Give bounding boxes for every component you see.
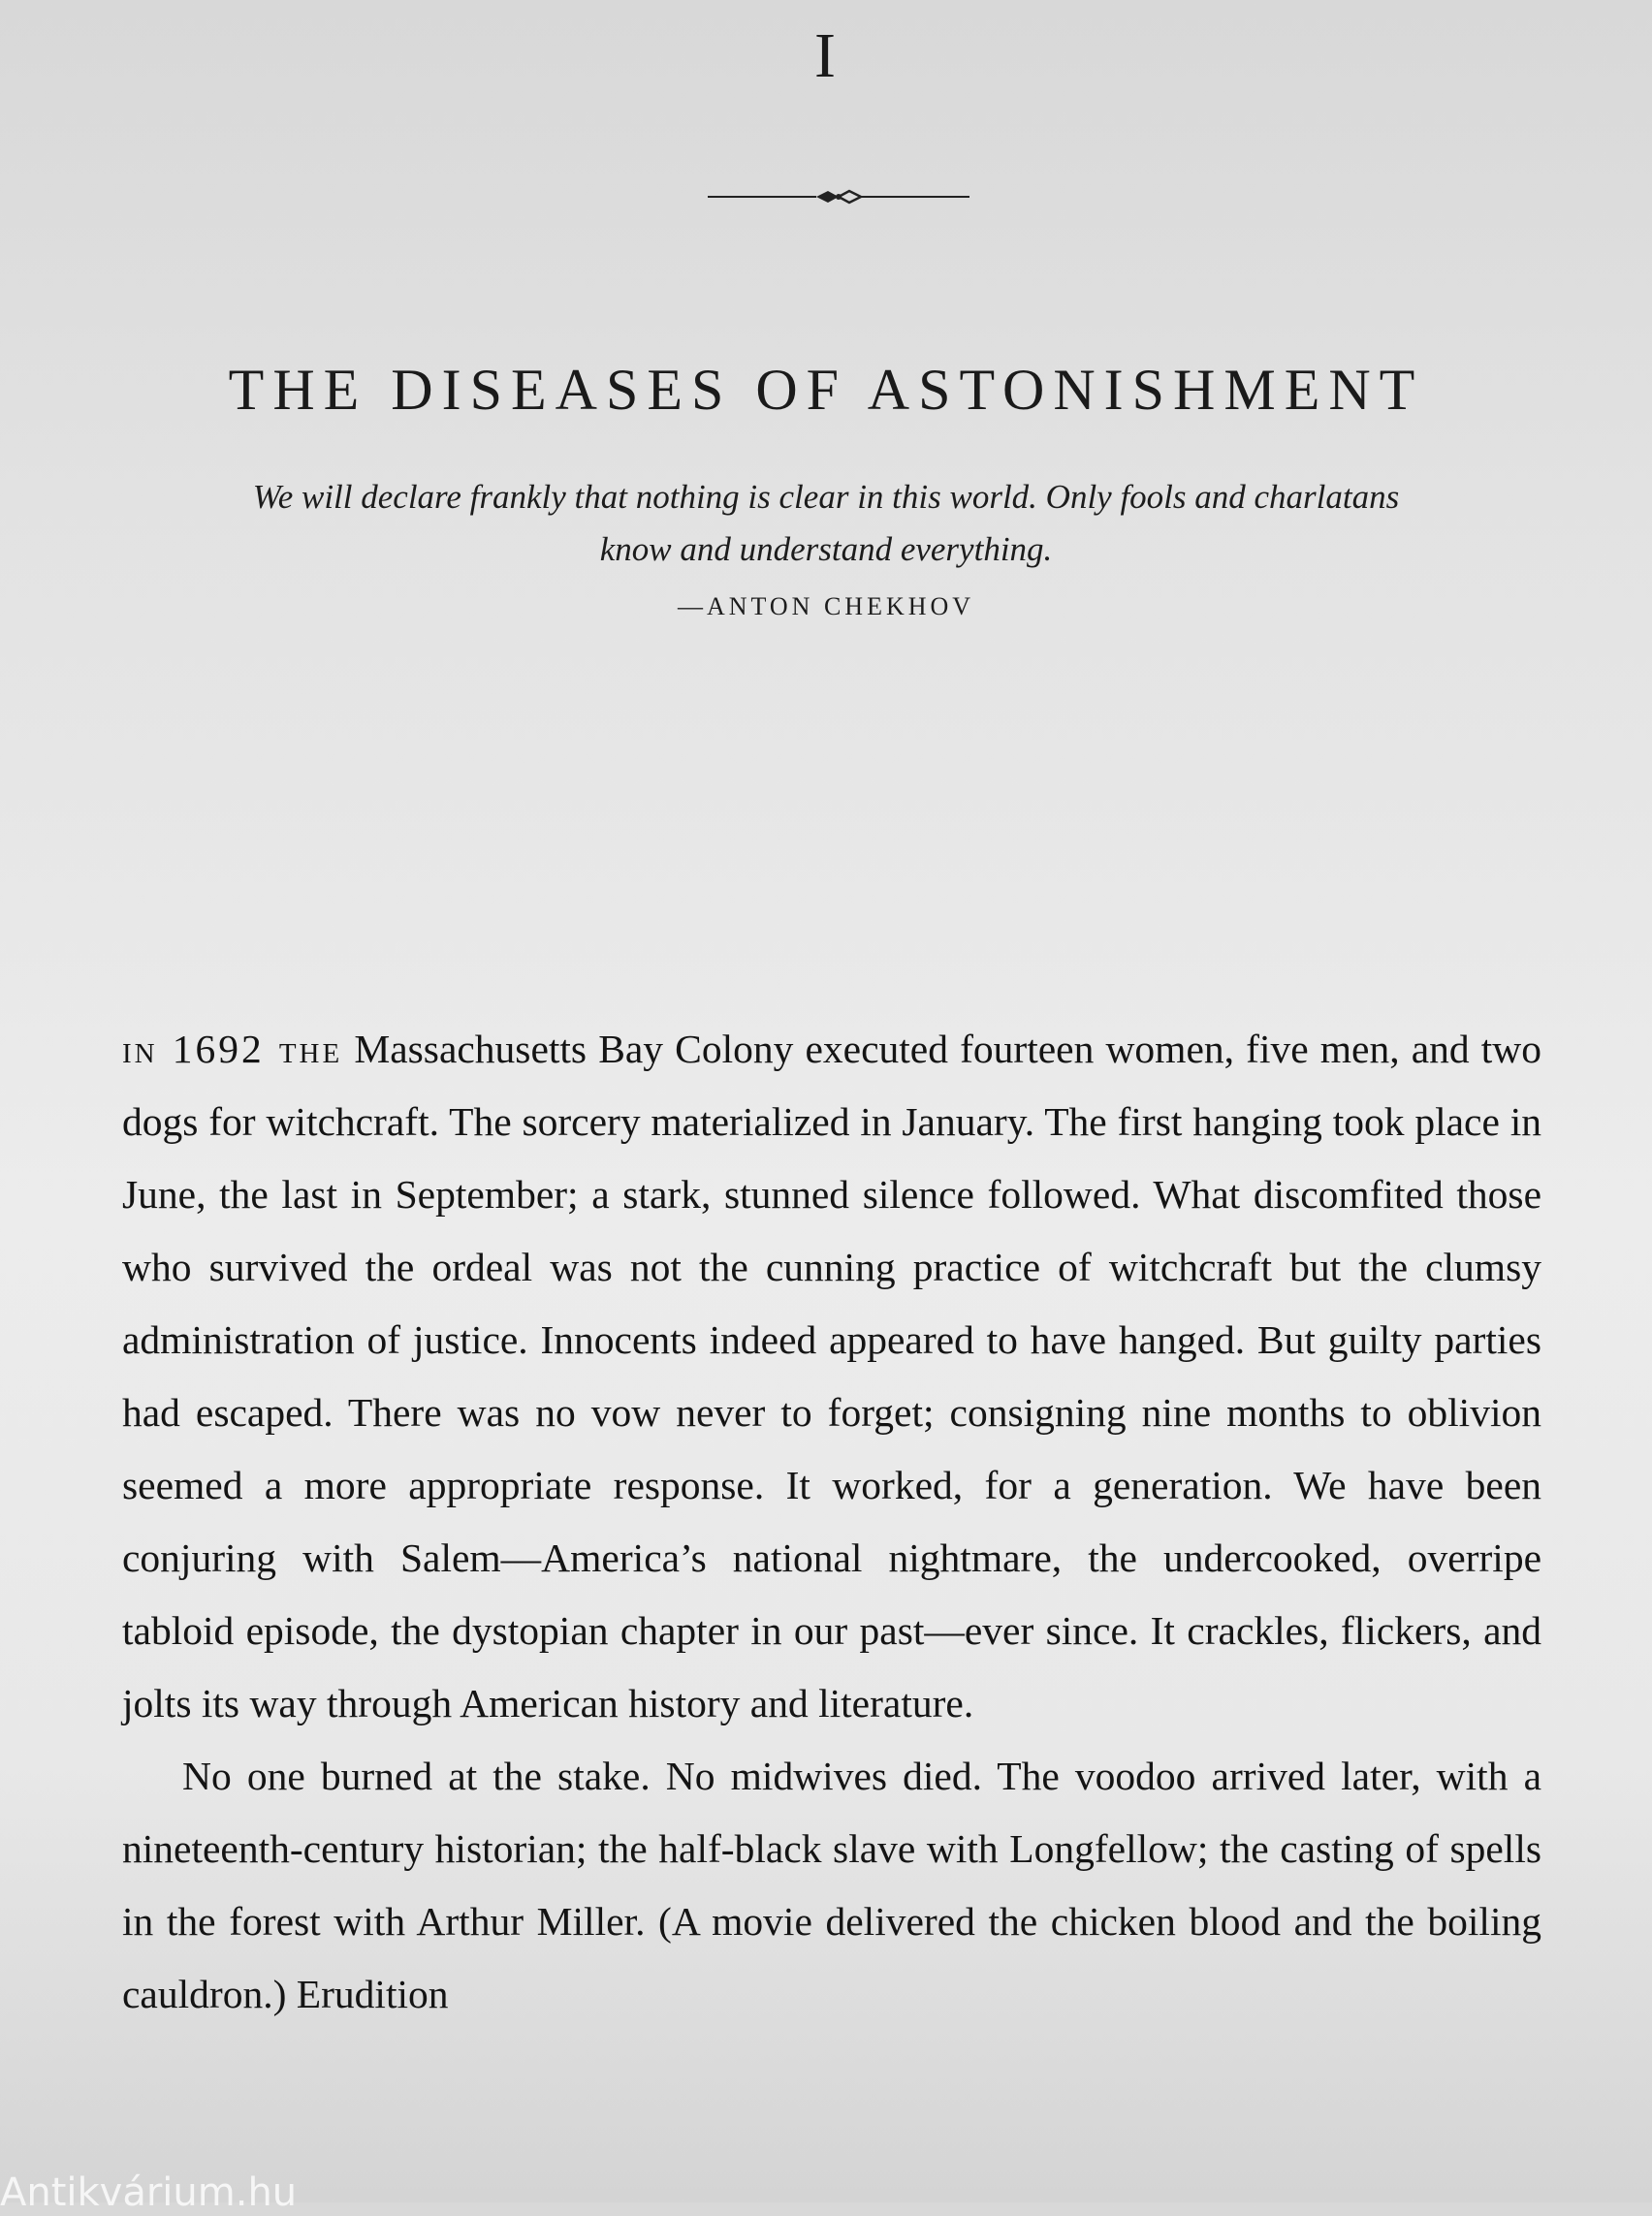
ornament-divider-icon — [708, 182, 969, 211]
paragraph-2 — [122, 1740, 1541, 2031]
epigraph-attribution: —ANTON CHEKHOV — [677, 592, 975, 620]
watermark: Antikvárium.hu — [0, 2170, 298, 2215]
chapter-title: THE DISEASES OF ASTONISHMENT — [228, 358, 1424, 422]
lead-in-small-caps: in 1692 the — [122, 1027, 343, 1071]
epigraph-quote: We will declare frankly that nothing is clear in this world. Only fools and charlatans know and understand everything. — [252, 478, 1400, 568]
chapter-body — [122, 1013, 1541, 2031]
paragraph-1 — [122, 1013, 1541, 1740]
paragraph-1-text: Massachusetts Bay Colony executed fourteen women, five men, and two dogs for witchcraft. The sorcery materialized in January. The first hanging took place in June, the last in September; a stark, stunned silence followed. What discomfited those who survived the ordeal was not the cunning practice of witchcraft but the clumsy administration of justice. Innocents indeed appeared to have hanged. But guilty parties had escaped. There was no vow never to forget; consigning nine months to oblivion seemed a more appropriate response. It worked, for a generation. We have been conjuring with Salem—America’s national nightmare, the undercooked, overripe tabloid episode, the dystopian chapter in our past—ever since. It crackles, flickers, and jolts its way through American history and literature. — [122, 1027, 1541, 1725]
chapter-number: I — [814, 20, 838, 91]
paragraph-2-text: No one burned at the stake. No midwives died. The voodoo arrived later, with a nineteenth-century historian; the half-black slave with Longfellow; the casting of spells in the forest with Arthur Miller. (A movie delivered the chicken blood and the boiling cauldron.) Erudition — [122, 1754, 1541, 2016]
